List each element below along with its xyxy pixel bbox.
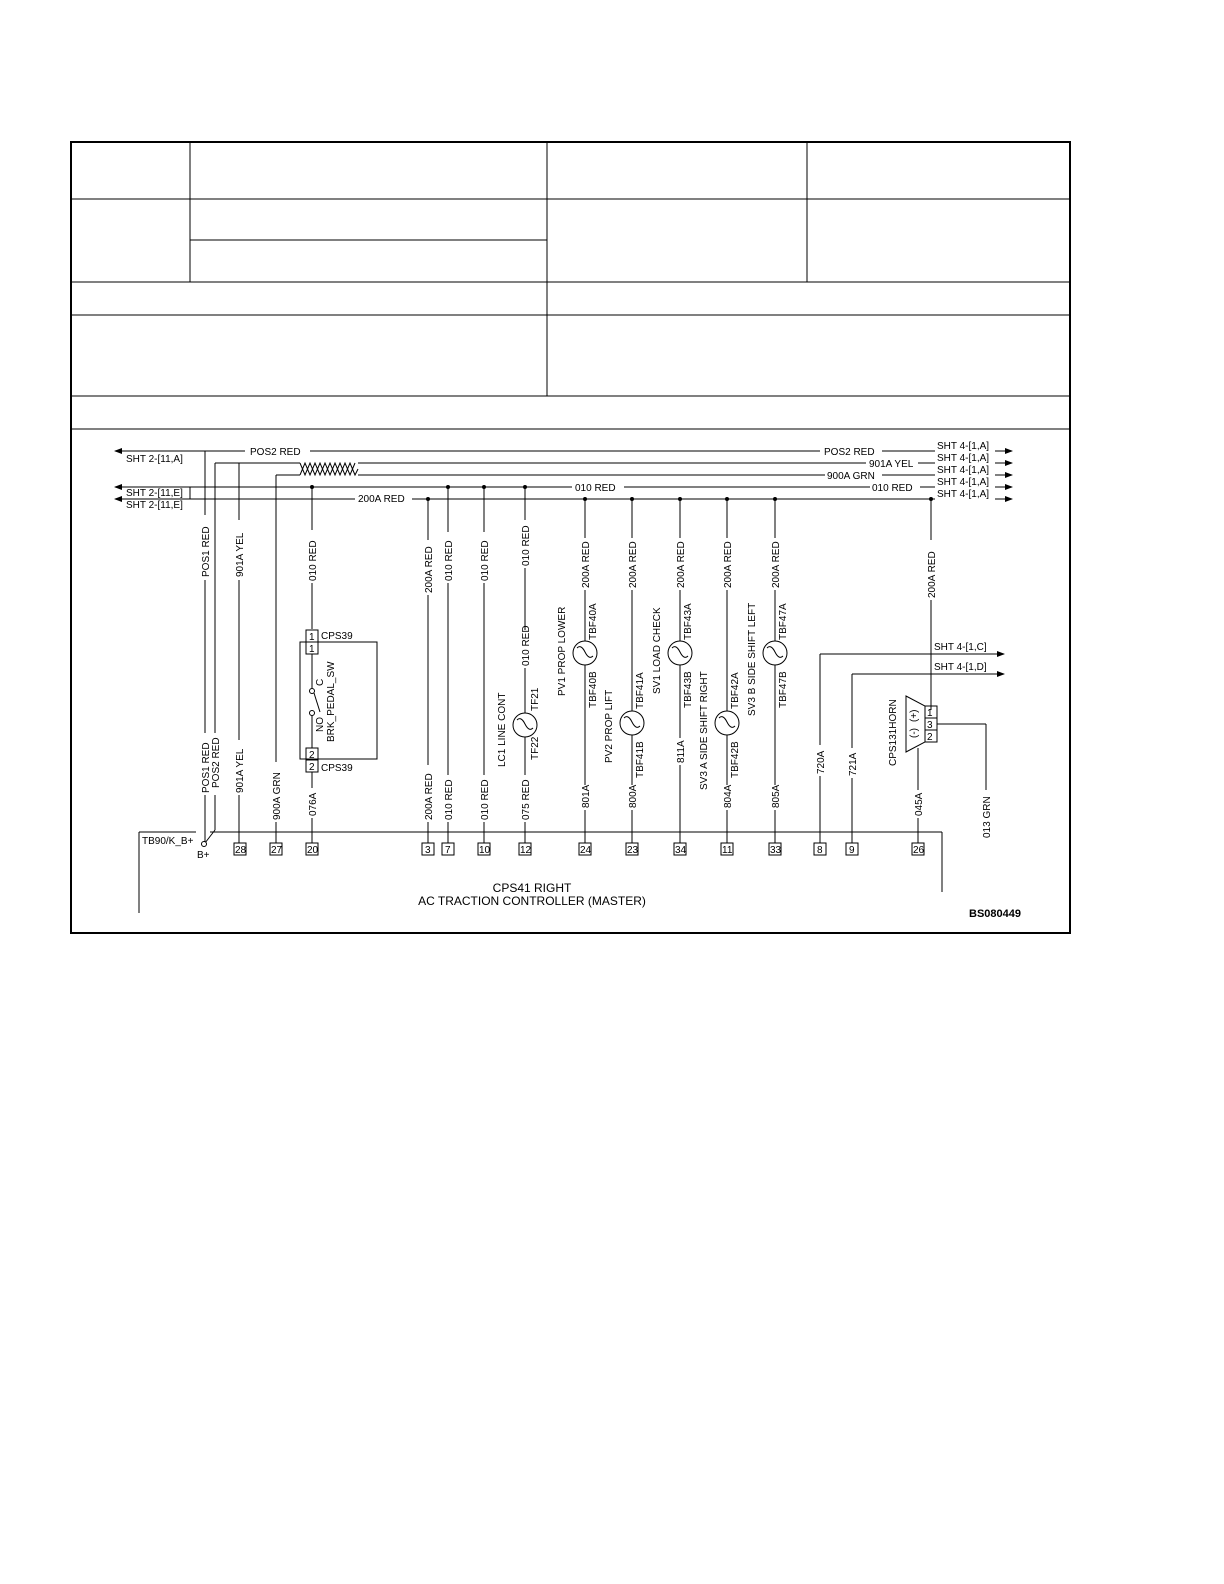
lbl-200a-33: 200A RED (771, 541, 782, 588)
lbl-200a-24: 200A RED (581, 541, 592, 588)
pin-24: 24 (580, 845, 592, 856)
pin-27: 27 (271, 845, 283, 856)
coil-pv2-name: PV2 PROP LIFT (604, 689, 615, 763)
ref-sht4-c: SHT 4-[1,C] (934, 642, 987, 653)
coil-tbf43b: TBF43B (683, 671, 694, 708)
cps39-pin1b: 1 (309, 644, 315, 655)
pin-3: 3 (425, 845, 431, 856)
coil-icons (513, 641, 787, 737)
cps39-pin2a: 2 (309, 750, 315, 761)
coil-tbf47a: TBF47A (778, 603, 789, 640)
drawing-reference: BS080449 (969, 908, 1021, 920)
coil-tf21: TF21 (530, 687, 541, 711)
lbl-901a-bottom: 901A YEL (235, 748, 246, 793)
lbl-200a-bottom: 200A RED (424, 773, 435, 820)
switch-c: C (315, 678, 326, 686)
lbl-013-grn: 013 GRN (982, 796, 993, 838)
tb90-label: TB90/K_B+ (142, 836, 194, 847)
ref-sht4-a4: SHT 4-[1,A] (937, 477, 990, 488)
coil-tbf41a: TBF41A (635, 672, 646, 709)
lbl-901a-top: 901A YEL (235, 532, 246, 577)
pin-34: 34 (675, 845, 687, 856)
ref-sht4-a2: SHT 4-[1,A] (937, 453, 990, 464)
coil-tbf47b: TBF47B (778, 671, 789, 708)
cps39-bottom-label: CPS39 (321, 763, 353, 774)
pin-20: 20 (307, 845, 319, 856)
controller-desc: AC TRACTION CONTROLLER (MASTER) (418, 894, 646, 908)
horn-name: CPS131HORN (888, 699, 899, 766)
lbl-pos1-top: POS1 RED (201, 526, 212, 577)
coil-lc1-name: LC1 LINE CONT (497, 692, 508, 767)
pin-23: 23 (627, 845, 639, 856)
coil-pv1-name: PV1 PROP LOWER (557, 606, 568, 696)
coil-tbf42b: TBF42B (730, 741, 741, 778)
lbl-200a-3: 200A RED (424, 546, 435, 593)
lbl-010-sw: 010 RED (308, 540, 319, 581)
horn-pin3: 3 (927, 720, 933, 731)
pin-26: 26 (913, 845, 925, 856)
ref-sht4-a5: SHT 4-[1,A] (937, 489, 990, 500)
brake-switch-name: BRK_PEDAL_SW (326, 661, 337, 742)
lbl-076a: 076A (308, 792, 319, 816)
horn-plus: (+) (909, 709, 920, 722)
pin-9: 9 (849, 845, 855, 856)
lbl-200a-11: 200A RED (723, 541, 734, 588)
coil-sv1-name: SV1 LOAD CHECK (652, 607, 663, 694)
lbl-045a: 045A (914, 792, 925, 816)
pin-33: 33 (770, 845, 782, 856)
lbl-pos2-bottom: POS2 RED (211, 737, 222, 788)
lbl-pos1-bottom: POS1 RED (201, 742, 212, 793)
horn-icon (906, 696, 925, 752)
horn-minus: (-) (909, 728, 920, 738)
bus-901a: 901A YEL (869, 459, 914, 470)
pin-28: 28 (235, 845, 247, 856)
bus-010-right: 010 RED (872, 483, 913, 494)
lbl-721a: 721A (848, 752, 859, 776)
lbl-804a: 804A (723, 784, 734, 808)
coil-tbf40b: TBF40B (588, 671, 599, 708)
bus-pos2-left: POS2 RED (250, 447, 301, 458)
lbl-075: 075 RED (521, 779, 532, 820)
cps39-pin2b: 2 (309, 762, 315, 773)
ref-sht2-11a: SHT 2-[11,A] (126, 454, 183, 465)
lbl-801a: 801A (581, 784, 592, 808)
ref-sht4-a3: SHT 4-[1,A] (937, 465, 990, 476)
cps39-pin1a: 1 (309, 632, 315, 643)
coil-tbf43a: TBF43A (683, 603, 694, 640)
horn-pin1: 1 (927, 708, 933, 719)
coil-sv3a-name: SV3 A SIDE SHIFT RIGHT (699, 671, 710, 790)
ref-sht4-a1: SHT 4-[1,A] (937, 441, 990, 452)
lbl-010-12: 010 RED (521, 525, 532, 566)
coil-tbf40a: TBF40A (588, 603, 599, 640)
pin-8: 8 (817, 845, 823, 856)
pin-11: 11 (722, 845, 733, 856)
lbl-800a: 800A (628, 784, 639, 808)
coil-tbf41b: TBF41B (635, 741, 646, 778)
tb90-pin: B+ (197, 850, 210, 861)
cps39-top-label: CPS39 (321, 631, 353, 642)
ref-sht4-d: SHT 4-[1,D] (934, 662, 987, 673)
coil-tf22: TF22 (530, 736, 541, 760)
lbl-010-lc: 010 RED (521, 625, 532, 666)
bus-900a: 900A GRN (827, 471, 875, 482)
lbl-811a: 811A (676, 740, 687, 763)
lbl-200a-34: 200A RED (676, 541, 687, 588)
lbl-010a-bottom: 010 RED (444, 779, 455, 820)
lbl-900a-bottom: 900A GRN (272, 772, 283, 820)
pin-7: 7 (445, 845, 451, 856)
lbl-720a: 720A (816, 750, 827, 774)
pin-12: 12 (520, 845, 532, 856)
ref-sht2-11e-1: SHT 2-[11,E] (126, 488, 183, 499)
bus-pos2-right: POS2 RED (824, 447, 875, 458)
switch-no: NO (315, 717, 326, 732)
lbl-805a: 805A (771, 784, 782, 808)
lbl-200a-23: 200A RED (628, 541, 639, 588)
coil-sv3b-name: SV3 B SIDE SHIFT LEFT (747, 602, 758, 716)
ref-sht2-11e-2: SHT 2-[11,E] (126, 500, 183, 511)
lbl-200a-horn: 200A RED (927, 551, 938, 598)
lbl-010-10: 010 RED (480, 540, 491, 581)
vertical-wires (202, 451, 1005, 847)
controller-name: CPS41 RIGHT (492, 881, 572, 895)
horn-pin2: 2 (927, 732, 933, 743)
lbl-010b-bottom: 010 RED (480, 779, 491, 820)
bus-010-mid: 010 RED (575, 483, 616, 494)
bus-200a: 200A RED (358, 494, 405, 505)
coil-tbf42a: TBF42A (730, 672, 741, 709)
pin-10: 10 (479, 845, 491, 856)
lbl-010-7: 010 RED (444, 540, 455, 581)
controller-pins (234, 843, 925, 856)
